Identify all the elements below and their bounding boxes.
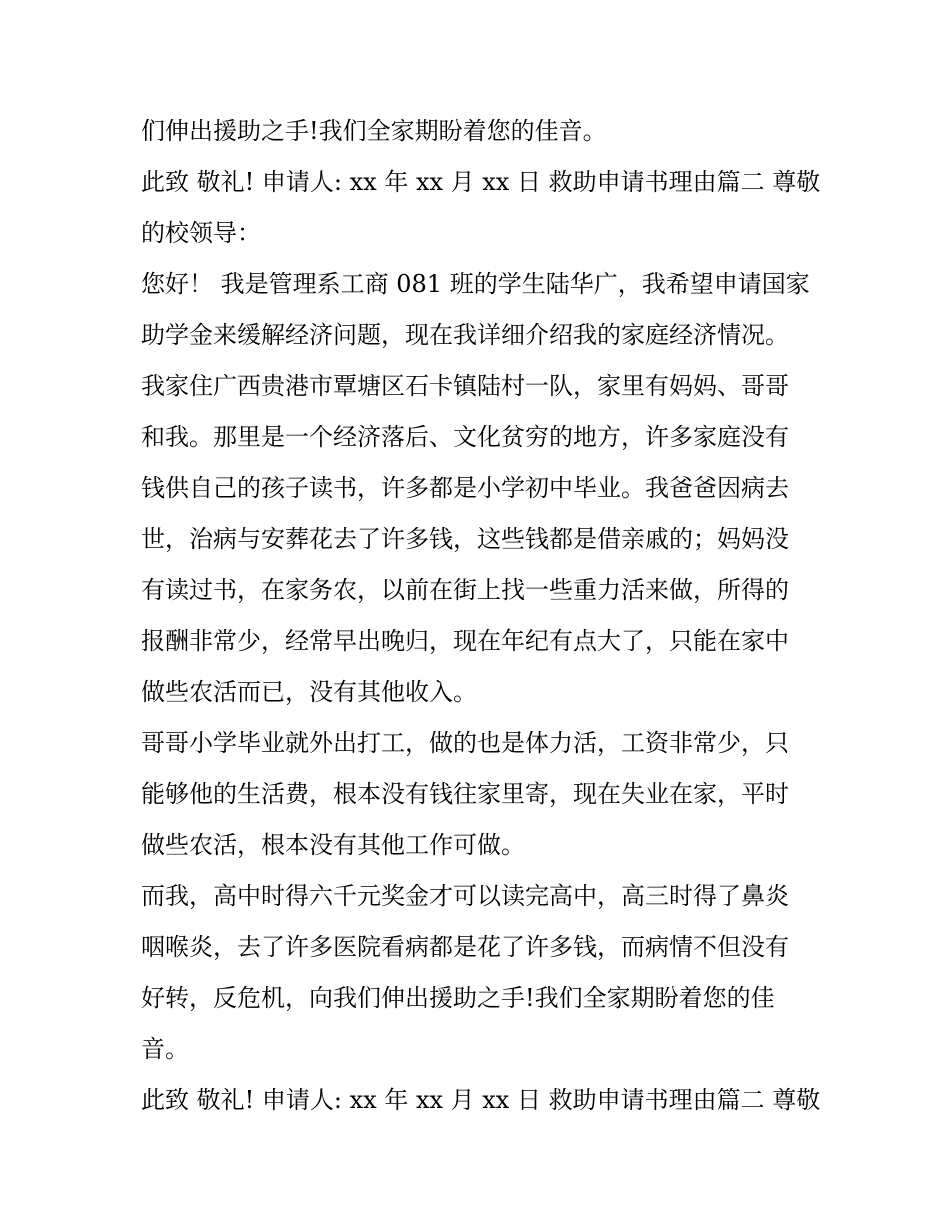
text-line: 我家住广西贵港市覃塘区石卡镇陆村一队，家里有妈妈、哥哥 bbox=[141, 372, 789, 400]
text-line: 咽喉炎，去了许多医院看病都是花了许多钱，而病情不但没有 bbox=[141, 933, 789, 961]
text-line: 音。 bbox=[141, 1035, 189, 1063]
text-line: 报酬非常少，经常早出晚归，现在年纪有点大了，只能在家中 bbox=[141, 627, 789, 655]
text-line: 们伸出援助之手!我们全家期盼着您的佳音。 bbox=[141, 117, 607, 145]
text-line: 和我。那里是一个经济落后、文化贫穷的地方，许多家庭没有 bbox=[141, 423, 789, 451]
text-line: 而我，高中时得六千元奖金才可以读完高中，高三时得了鼻炎 bbox=[141, 882, 789, 910]
text-line: 能够他的生活费，根本没有钱往家里寄，现在失业在家，平时 bbox=[141, 780, 789, 808]
text-line: 的校领导： bbox=[141, 219, 261, 247]
text-line: 做些农活，根本没有其他工作可做。 bbox=[141, 831, 525, 859]
text-line: 哥哥小学毕业就外出打工，做的也是体力活，工资非常少，只 bbox=[141, 729, 789, 757]
document-body bbox=[141, 106, 821, 1126]
text-line: 助学金来缓解经济问题，现在我详细介绍我的家庭经济情况。 bbox=[141, 321, 789, 349]
text-line: 好转，反危机，向我们伸出援助之手!我们全家期盼着您的佳 bbox=[141, 984, 775, 1012]
text-line: 钱供自己的孩子读书，许多都是小学初中毕业。我爸爸因病去 bbox=[141, 474, 789, 502]
text-line: 此致 敬礼! 申请人: xx 年 xx 月 xx 日 救助申请书理由篇二 尊敬 bbox=[141, 168, 821, 196]
text-line: 您好！ 我是管理系工商 081 班的学生陆华广，我希望申请国家 bbox=[141, 270, 810, 298]
text-line: 做些农活而已，没有其他收入。 bbox=[141, 678, 477, 706]
text-line: 世，治病与安葬花去了许多钱，这些钱都是借亲戚的；妈妈没 bbox=[141, 525, 789, 553]
text-line: 此致 敬礼! 申请人: xx 年 xx 月 xx 日 救助申请书理由篇二 尊敬 bbox=[141, 1086, 821, 1114]
text-line: 有读过书，在家务农，以前在街上找一些重力活来做，所得的 bbox=[141, 576, 789, 604]
